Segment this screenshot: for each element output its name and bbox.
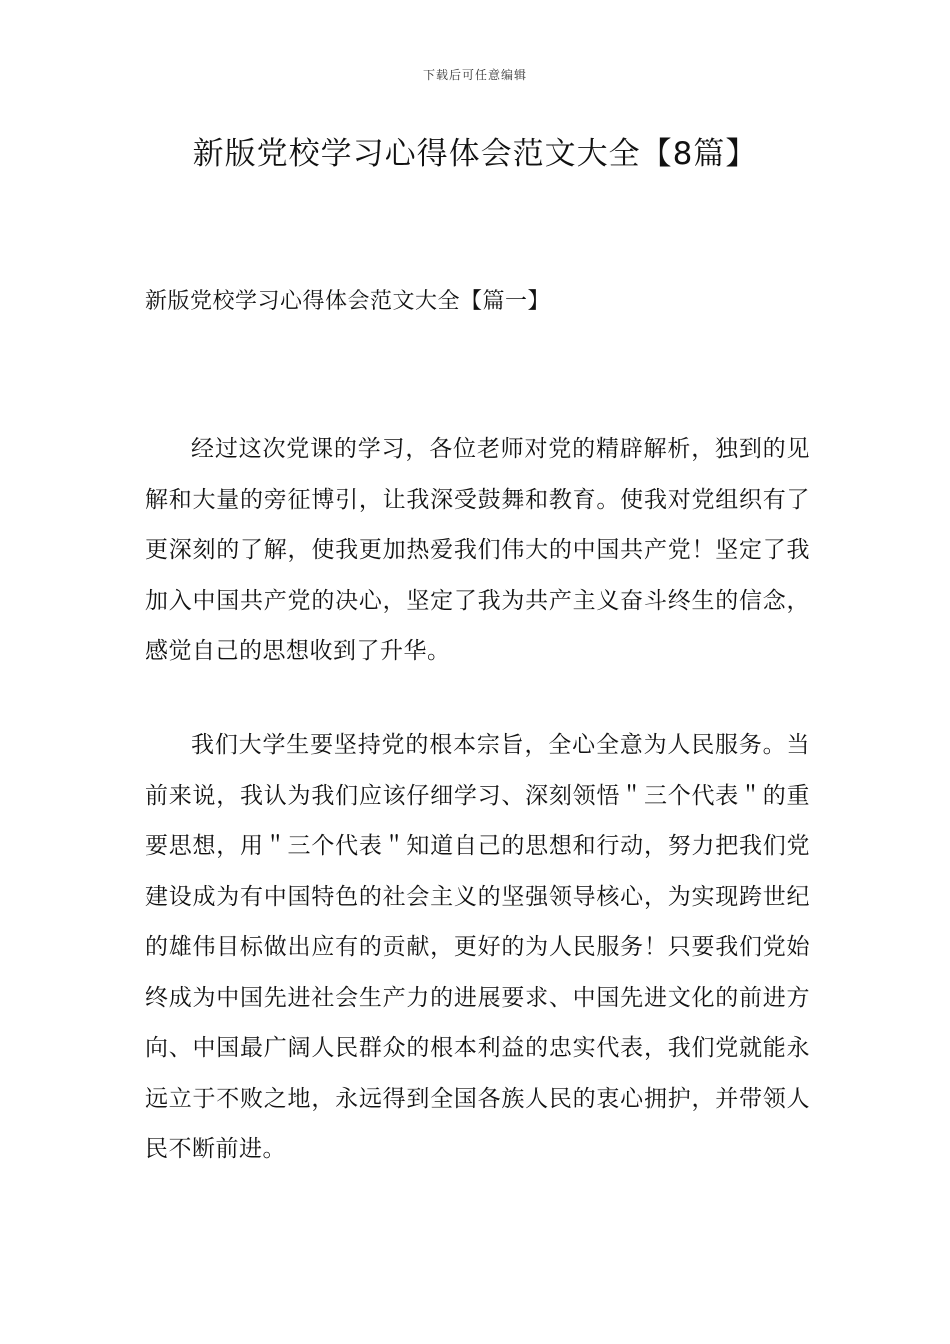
document-title: 新版党校学习心得体会范文大全【8篇】 (192, 136, 758, 172)
section-heading: 新版党校学习心得体会范文大全【篇一】 (145, 289, 551, 314)
header-note: 下载后可任意编辑 (422, 68, 527, 82)
paragraph-2: 我们大学生要坚持党的根本宗旨，全心全意为人民服务。当前来说，我认为我们应该仔细学习、深刻领悟＂三个代表＂的重要思想，用＂三个代表＂知道自己的思想和行动，努力把我们党建设成为有中国特色的社会主义的坚强领导核心，为实现跨世纪的雄伟目标做出应有的贡献，更好的为人民服务！只要我们党始终成为中国先进社会生产力的进展要求、中国先进文化的前进方向、中国最广阔人民群众的根本利益的忠实代表，我们党就能永远立于不败之地，永远得到全国各族人民的衷心拥护，并带领人民不断前进。 (145, 732, 810, 1162)
paragraph-1: 经过这次党课的学习，各位老师对党的精辟解析，独到的见解和大量的旁征博引，让我深受鼓舞和教育。使我对党组织有了更深刻的了解，使我更加热爱我们伟大的中国共产党！坚定了我加入中国共产党的决心，坚定了我为共产主义奋斗终生的信念，感觉自己的思想收到了升华。 (145, 436, 810, 664)
